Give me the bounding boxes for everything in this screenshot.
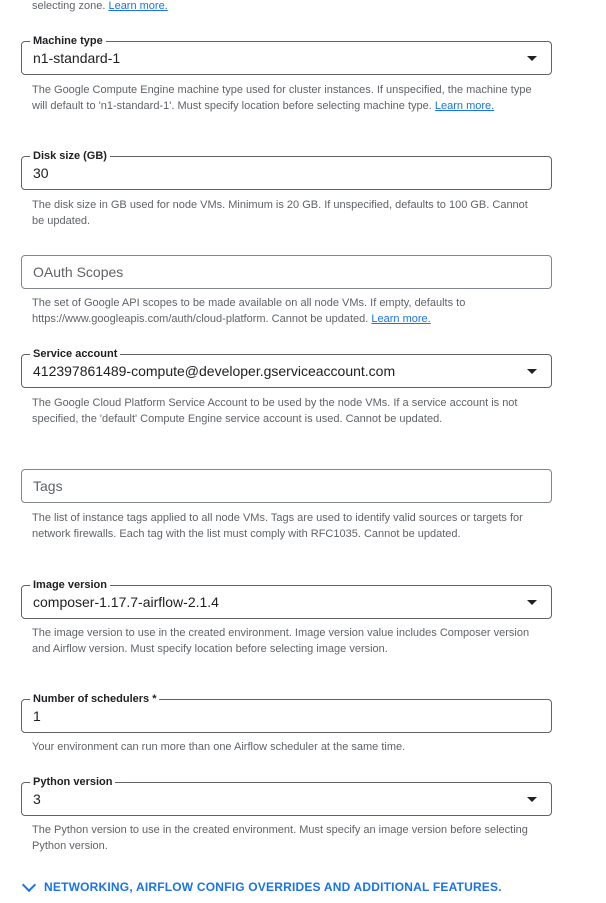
tags-input[interactable]	[21, 469, 552, 503]
image-version-select[interactable]	[21, 579, 552, 619]
image-version-help: The image version to use in the created environment. Image version value includes Composer version and Airflow version. Must specify location before selecting image version.	[32, 627, 530, 655]
dropdown-caret-icon[interactable]	[527, 797, 537, 802]
service-account-value: 412397861489-compute@developer.gserviceaccount.com	[33, 363, 396, 379]
tags-help: The list of instance tags applied to all node VMs. Tags are used to identify valid sources or targets for network firewalls. Each tag with the list must comply with RFC1035. Cannot be updated.	[32, 512, 523, 540]
top-help-text: selecting zone. Learn more.	[32, 0, 168, 12]
python-version-label: Python version	[30, 775, 115, 789]
schedulers-help: Your environment can run more than one Airflow scheduler at the same time.	[32, 741, 406, 753]
machine-type-help: The Google Compute Engine machine type used for cluster instances. If unspecified, the machine type will default to 'n1-standard-1'. Must specify location before selecting machine type. Learn more.	[32, 84, 532, 112]
disk-size-value: 30	[33, 165, 49, 181]
disk-size-input[interactable]	[21, 150, 552, 190]
service-account-help: The Google Cloud Platform Service Account to be used by the node VMs. If a service account is not specified, the 'default' Compute Engine service account is used. Cannot be updated.	[32, 397, 518, 425]
schedulers-value: 1	[33, 708, 41, 724]
schedulers-input[interactable]	[21, 693, 552, 733]
machine-type-learn-more-link[interactable]: Learn more.	[434, 100, 495, 112]
disk-size-label: Disk size (GB)	[30, 149, 110, 163]
additional-features-expander[interactable]	[20, 880, 502, 894]
oauth-scopes-learn-more-link[interactable]: Learn more.	[371, 313, 431, 325]
additional-features-label: NETWORKING, AIRFLOW CONFIG OVERRIDES AND ADDITIONAL FEATURES.	[44, 880, 502, 894]
service-account-label: Service account	[30, 347, 120, 361]
disk-size-help: The disk size in GB used for node VMs. Minimum is 20 GB. If unspecified, defaults to 100 GB. Cannot be updated.	[32, 199, 528, 227]
oauth-scopes-placeholder: OAuth Scopes	[33, 264, 124, 280]
python-version-help: The Python version to use in the created environment. Must specify an image version before selecting Python version.	[32, 824, 528, 852]
dropdown-caret-icon[interactable]	[527, 56, 537, 61]
tags-placeholder: Tags	[33, 478, 63, 494]
machine-type-label: Machine type	[30, 34, 106, 48]
dropdown-caret-icon[interactable]	[527, 369, 537, 374]
schedulers-label: Number of schedulers *	[30, 692, 159, 706]
dropdown-caret-icon[interactable]	[527, 600, 537, 605]
oauth-scopes-input[interactable]	[21, 255, 552, 289]
oauth-scopes-help: The set of Google API scopes to be made available on all node VMs. If empty, defaults to https://www.googleapis.com/auth/cloud-platform. Cannot be updated. Learn more.	[32, 297, 466, 325]
chevron-down-icon[interactable]	[22, 878, 36, 892]
machine-type-value: n1-standard-1	[33, 50, 121, 66]
service-account-select[interactable]	[21, 348, 552, 388]
top-learn-more-link[interactable]: Learn more.	[108, 0, 168, 12]
image-version-label: Image version	[30, 578, 110, 592]
image-version-value: composer-1.17.7-airflow-2.1.4	[33, 594, 219, 610]
python-version-select[interactable]	[21, 776, 552, 816]
python-version-value: 3	[33, 791, 41, 807]
machine-type-select[interactable]	[21, 35, 552, 75]
